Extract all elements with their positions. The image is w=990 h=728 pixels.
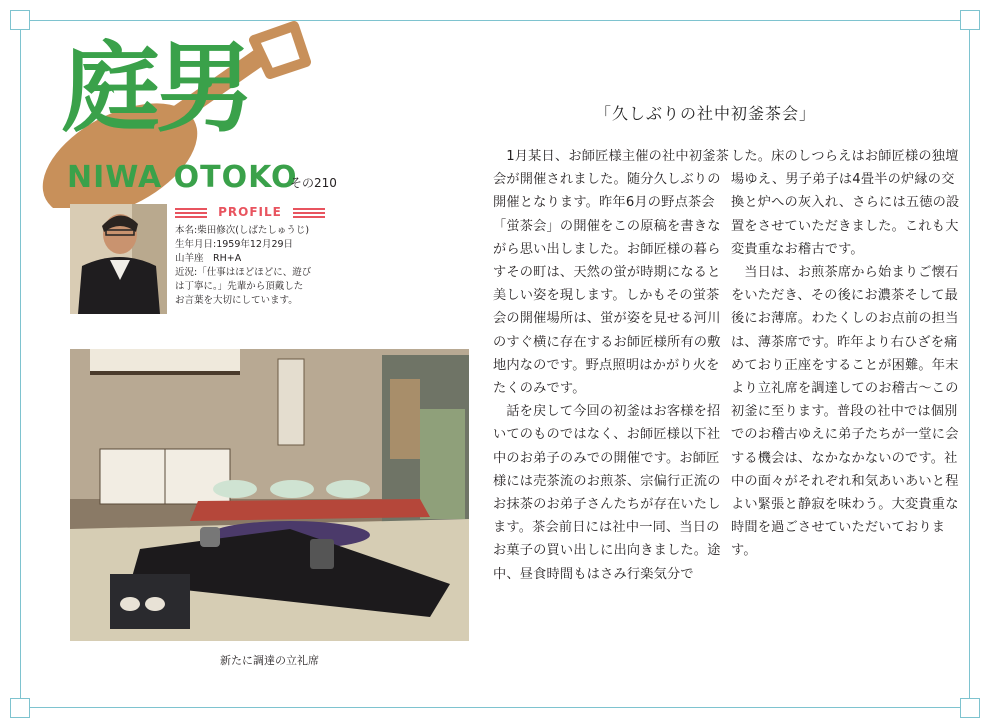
profile-header bbox=[175, 205, 325, 221]
corner-mark bbox=[960, 10, 980, 30]
logo-romaji: NIWA OTOKO bbox=[67, 160, 298, 195]
author-portrait bbox=[70, 204, 167, 314]
issue-number: その210 bbox=[290, 176, 337, 190]
profile-line: 本名:柴田修次(しばたしゅうじ) bbox=[175, 225, 310, 236]
article-column-1 bbox=[493, 145, 729, 586]
article-paragraph: 話を戻して今回の初釜はお客様を招いてのものではなく、お師匠様以下社中のお弟子のみでの開催です。お師匠様には売茶流のお煎茶、宗偏行正流のお抹茶のお弟子さんたちが存在いたします。茶会前日には社中一同、当日のお菓子の買い出しに出向きました。途中、昼食時間もはさみ行楽気分で bbox=[493, 404, 721, 582]
profile-line: 近況:「仕事はほどほどに、遊び bbox=[175, 267, 312, 278]
profile-details bbox=[175, 224, 335, 308]
profile-line: は丁寧に。」先輩から頂戴した bbox=[175, 281, 304, 292]
article-headline: 「久しぶりの社中初釜茶会」 bbox=[595, 104, 817, 123]
corner-mark bbox=[960, 698, 980, 718]
article-column-2 bbox=[731, 145, 967, 563]
corner-mark bbox=[10, 10, 30, 30]
photo-caption: 新たに調達の立礼席 bbox=[220, 654, 319, 667]
corner-mark bbox=[10, 698, 30, 718]
profile-line: 山羊座 RH+A bbox=[175, 253, 242, 264]
article-paragraph: 1月某日、お師匠様主催の社中初釜茶会が開催されました。随分久しぶりの開催となります。昨年6月の野点茶会「蛍茶会」の開催をこの原稿を書きながら思い出しました。お師匠様の暮らすその町は、天然の蛍が時期になると美しい姿を現します。しかもその蛍茶会の開催場所は、蛍が姿を見せる河川のすぐ横に存在するお師匠様所有の敷地内なのです。野点照明はかがり火をたくのみです。 bbox=[493, 149, 729, 397]
article-paragraph: した。床のしつらえはお師匠様の独壇場ゆえ、男子弟子は4畳半の炉縁の交換と炉への灰入れ、さらには五徳の設置をさせていただきました。これも大変貴重なお稽古です。 bbox=[731, 149, 960, 257]
logo-kanji: 庭男 bbox=[62, 31, 251, 146]
stripe-decoration bbox=[175, 208, 207, 218]
profile-line: 生年月日:1959年12月29日 bbox=[175, 239, 294, 250]
stripe-decoration bbox=[293, 208, 325, 218]
tea-room-photo bbox=[70, 349, 469, 641]
article-paragraph: 当日は、お煎茶席から始まりご懐石をいただき、その後にお濃茶そして最後にお薄席。わたくしのお点前の担当は、薄茶席です。昨年より右ひざを痛めており正座をすることが困難。年末より立礼席を調達してのお稽古～この初釜に至ります。普段の社中では個別でのお稽古ゆえに弟子たちが一堂に会する機会は、なかなかないのです。社中の面々がそれぞれ和気あいあいと程よい緊張と静寂を味わう。大変貴重な時間を過ごさせていただいております。 bbox=[731, 265, 959, 559]
profile-line: お言葉を大切にしています。 bbox=[175, 295, 298, 306]
profile-title: PROFILE bbox=[218, 205, 282, 219]
